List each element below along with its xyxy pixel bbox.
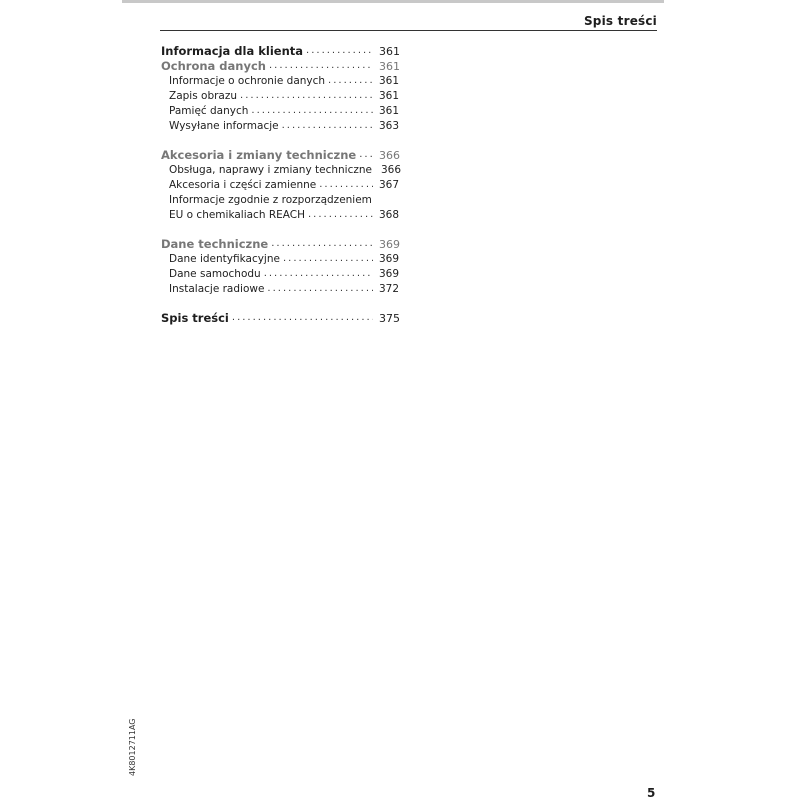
toc-dot-leader — [261, 266, 373, 281]
toc-dot-leader — [303, 43, 373, 58]
toc-entry-page: 361 — [379, 75, 400, 87]
toc-entry[interactable] — [161, 208, 399, 223]
toc-entry[interactable] — [161, 311, 399, 326]
toc-entry[interactable] — [161, 119, 399, 134]
toc-entry-page: 369 — [379, 238, 400, 251]
toc-dot-leader — [248, 103, 373, 118]
toc-entry-page: 375 — [379, 312, 400, 325]
toc-entry-page: 363 — [379, 120, 400, 132]
toc-dot-leader — [237, 88, 373, 103]
document-code: 4K8012711AG — [128, 718, 137, 776]
toc-dot-leader — [268, 236, 373, 251]
toc-entry-label: EU o chemikaliach REACH — [169, 209, 305, 221]
toc-entry-page: 372 — [379, 283, 400, 295]
toc-entry[interactable] — [161, 193, 399, 208]
toc-entry-page: 361 — [379, 60, 400, 73]
toc-entry-label: Zapis obrazu — [169, 90, 238, 102]
toc-entry-label: Instalacje radiowe — [169, 283, 265, 295]
toc-dot-leader — [325, 73, 373, 88]
toc-entry-page: 366 — [379, 149, 400, 162]
toc-entry-label: Ochrona danych — [161, 59, 266, 73]
toc-entry[interactable] — [161, 89, 399, 104]
toc-entry-label: Pamięć danych — [169, 105, 249, 117]
toc-section — [161, 44, 399, 134]
toc-entry-label: Akcesoria i zmiany techniczne — [161, 148, 357, 162]
toc-entry-page: 361 — [379, 105, 400, 117]
toc-entry-label: Dane samochodu — [169, 268, 261, 280]
toc-entry-label: Informacje zgodnie z rozporządzeniem — [169, 194, 372, 206]
toc-dot-leader — [266, 58, 373, 73]
toc-dot-leader — [316, 177, 373, 192]
toc-entry[interactable] — [161, 267, 399, 282]
toc-entry-page: 369 — [379, 268, 400, 280]
toc-entry[interactable] — [161, 163, 402, 178]
toc-section — [161, 148, 402, 223]
toc-dot-leader — [356, 147, 373, 162]
toc-entry-page: 368 — [379, 209, 400, 221]
toc-dot-leader — [279, 118, 373, 133]
toc-entry[interactable] — [161, 252, 399, 267]
toc-entry[interactable] — [161, 178, 399, 193]
toc-entry[interactable] — [161, 104, 399, 119]
toc-entry-label: Dane techniczne — [161, 237, 269, 251]
toc-dot-leader — [229, 310, 373, 325]
toc-entry[interactable] — [161, 282, 399, 297]
toc-entry-label: Obsługa, naprawy i zmiany techniczne — [169, 164, 372, 176]
toc-dot-leader — [264, 281, 373, 296]
toc-entry[interactable] — [161, 148, 399, 163]
page-header — [160, 14, 657, 31]
toc-entry-page: 369 — [379, 253, 400, 265]
toc-entry-label: Wysyłane informacje — [169, 120, 279, 132]
toc-entry-page: 361 — [379, 90, 400, 102]
toc-entry[interactable] — [161, 237, 399, 252]
toc-dot-leader — [372, 162, 375, 177]
toc-entry-page: 367 — [379, 179, 400, 191]
toc-entry-page: 361 — [379, 45, 400, 58]
toc-entry-label: Informacja dla klienta — [161, 44, 304, 58]
toc-dot-leader — [305, 207, 373, 222]
toc-entry-label: Dane identyfikacyjne — [169, 253, 280, 265]
toc-section — [161, 311, 399, 326]
top-rule — [122, 0, 664, 3]
toc-entry-label: Informacje o ochronie danych — [169, 75, 326, 87]
toc-entry[interactable] — [161, 59, 399, 74]
toc-entry[interactable] — [161, 74, 399, 89]
toc-section — [161, 237, 399, 297]
toc-dot-leader — [280, 251, 373, 266]
toc-entry-page: 366 — [381, 164, 402, 176]
page-number: 5 — [647, 786, 656, 800]
page-title: Spis treści — [583, 14, 657, 28]
toc-entry-label: Spis treści — [161, 311, 229, 325]
toc-entry-label: Akcesoria i części zamienne — [169, 179, 317, 191]
toc-entry[interactable] — [161, 44, 399, 59]
table-of-contents — [161, 44, 402, 340]
